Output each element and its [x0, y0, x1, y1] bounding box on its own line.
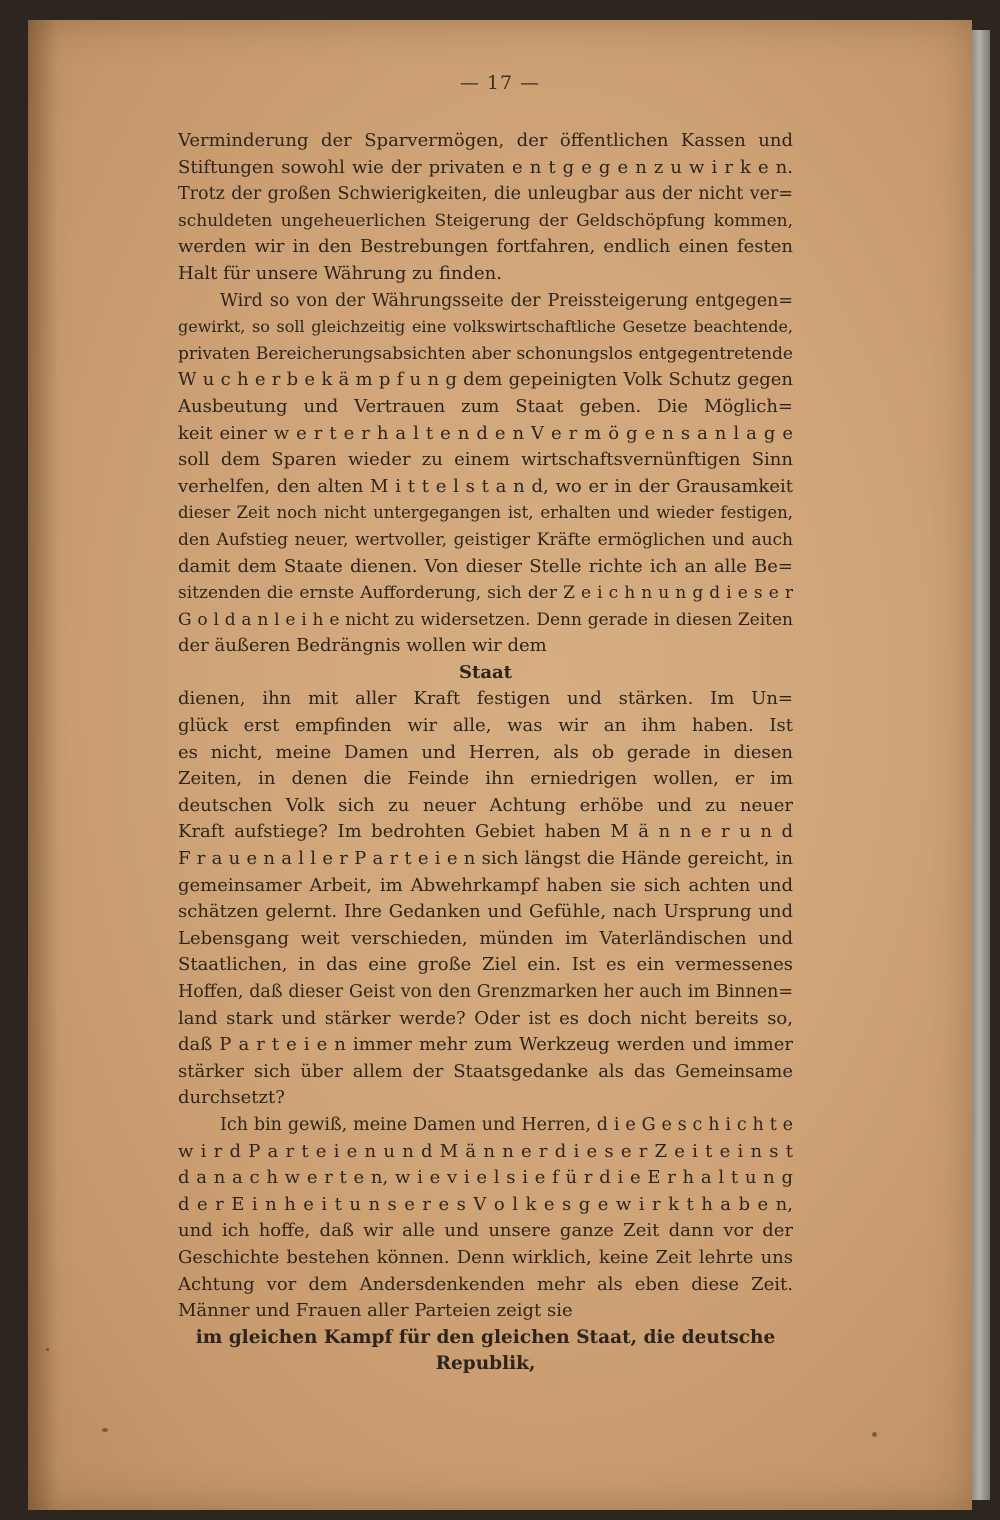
text-line: es nicht, meine Damen und Herren, als ob gerade in diesen: [178, 741, 793, 763]
page-edge-stack: [972, 30, 990, 1500]
text-line: Achtung vor dem Andersdenkenden mehr als eben diese Zeit.: [178, 1273, 793, 1295]
text-line: F r a u e n a l l e r P a r t e i e n sich längst die Hände gereicht, in: [178, 848, 793, 870]
text-line: deutschen Volk sich zu neuer Achtung erhöbe und zu neuer: [178, 794, 793, 816]
text-line: Lebensgang weit verschieden, münden im Vaterländischen und: [178, 927, 793, 949]
text-line: damit dem Staate dienen. Von dieser Stelle richte ich an alle Be=: [178, 555, 793, 577]
text-line: Staatlichen, in das eine große Ziel ein. Ist es ein vermessenes: [178, 954, 793, 976]
text-line: verhelfen, den alten M i t t e l s t a n d, wo er in der Grausamkeit: [178, 475, 793, 497]
text-line: Verminderung der Sparvermögen, der öffentlichen Kassen und: [178, 130, 793, 151]
text-line: Hoffen, daß dieser Geist von den Grenzmarken her auch im Binnen=: [178, 982, 793, 1002]
text-line: stärker sich über allem der Staatsgedanke als das Gemeinsame: [178, 1060, 793, 1082]
text-line: Ausbeutung und Vertrauen zum Staat geben. Die Möglich=: [178, 395, 793, 417]
text-line: privaten Bereicherungsabsichten aber schonungslos entgegentretende: [178, 343, 793, 364]
text-line: W u c h e r b e k ä m p f u n g dem gepeinigten Volk Schutz gegen: [178, 369, 793, 391]
text-line: Trotz der großen Schwierigkeiten, die unleugbar aus der nicht ver=: [178, 184, 793, 205]
text-line: land stark und stärker werde? Oder ist es doch nicht bereits so,: [178, 1007, 793, 1029]
text-line: dieser Zeit noch nicht untergegangen ist, erhalten und wieder festigen,: [178, 503, 793, 523]
page-number: — 17 —: [459, 72, 541, 94]
text-line: schätzen gelernt. Ihre Gedanken und Gefühle, nach Ursprung und: [178, 901, 793, 923]
text-line: dienen, ihn mit aller Kraft festigen und stärken. Im Un=: [178, 688, 793, 710]
text-line: und ich hoffe, daß wir alle und unsere ganze Zeit dann vor der: [178, 1220, 793, 1242]
text-line: glück erst empfinden wir alle, was wir an ihm haben. Ist: [178, 715, 793, 737]
text-line: Kraft aufstiege? Im bedrohten Gebiet haben M ä n n e r u n d: [178, 821, 793, 843]
text-line: soll dem Sparen wieder zu einem wirtschaftsvernünftigen Sinn: [178, 449, 793, 471]
ink-spot: [102, 1428, 108, 1432]
text-line: Ich bin gewiß, meine Damen und Herren, d i e G e s c h i c h t e: [220, 1114, 793, 1135]
text-line: durchsetzt?: [178, 1087, 285, 1109]
text-line: Wird so von der Währungsseite der Preissteigerung entgegen=: [220, 290, 793, 311]
text-line: Halt für unsere Währung zu finden.: [178, 262, 502, 284]
text-line: gewirkt, so soll gleichzeitig eine volkswirtschaftliche Gesetze beachtende,: [178, 317, 793, 337]
text-line: sitzenden die ernste Aufforderung, sich der Z e i c h n u n g d i e s e r: [178, 583, 793, 604]
text-line: Geschichte bestehen können. Denn wirklich, keine Zeit lehrte uns: [178, 1246, 793, 1268]
text-line: keit einer w e r t e r h a l t e n d e n V e r m ö g e n s a n l a g e: [178, 422, 793, 444]
ink-spot: [872, 1432, 877, 1437]
text-line: Stiftungen sowohl wie der privaten e n t g e g e n z u w i r k e n.: [178, 156, 793, 178]
text-line: gemeinsamer Arbeit, im Abwehrkampf haben sie sich achten und: [178, 874, 793, 896]
text-line: daß P a r t e i e n immer mehr zum Werkzeug werden und immer: [178, 1034, 793, 1056]
ink-spot: [46, 1348, 49, 1351]
text-line: d a n a c h w e r t e n, w i e v i e l s i e f ü r d i e E r h a l t u n g: [178, 1167, 793, 1189]
text-line: im gleichen Kampf für den gleichen Staat, die deutsche: [195, 1326, 776, 1348]
text-line: schuldeten ungeheuerlichen Steigerung der Geldschöpfung kommen,: [178, 210, 793, 231]
text-line: der äußeren Bedrängnis wollen wir dem: [178, 635, 547, 657]
text-line: G o l d a n l e i h e nicht zu widersetzen. Denn gerade in diesen Zeiten: [178, 609, 793, 630]
text-line: w i r d P a r t e i e n u n d M ä n n e r d i e s e r Z e i t e i n s t: [178, 1140, 793, 1162]
text-line: Republik,: [435, 1353, 536, 1375]
text-line: Männer und Frauen aller Parteien zeigt sie: [178, 1300, 573, 1322]
text-line: werden wir in den Bestrebungen fortfahren, endlich einen festen: [178, 236, 793, 258]
text-line: Staat: [459, 661, 512, 683]
text-line: den Aufstieg neuer, wertvoller, geistiger Kräfte ermöglichen und auch: [178, 529, 793, 550]
text-line: Zeiten, in denen die Feinde ihn erniedrigen wollen, er im: [178, 768, 793, 790]
binding-shadow: [28, 20, 58, 1510]
text-line: d e r E i n h e i t u n s e r e s V o l k e s g e w i r k t h a b e n,: [178, 1193, 793, 1215]
body-text: [178, 128, 793, 1378]
